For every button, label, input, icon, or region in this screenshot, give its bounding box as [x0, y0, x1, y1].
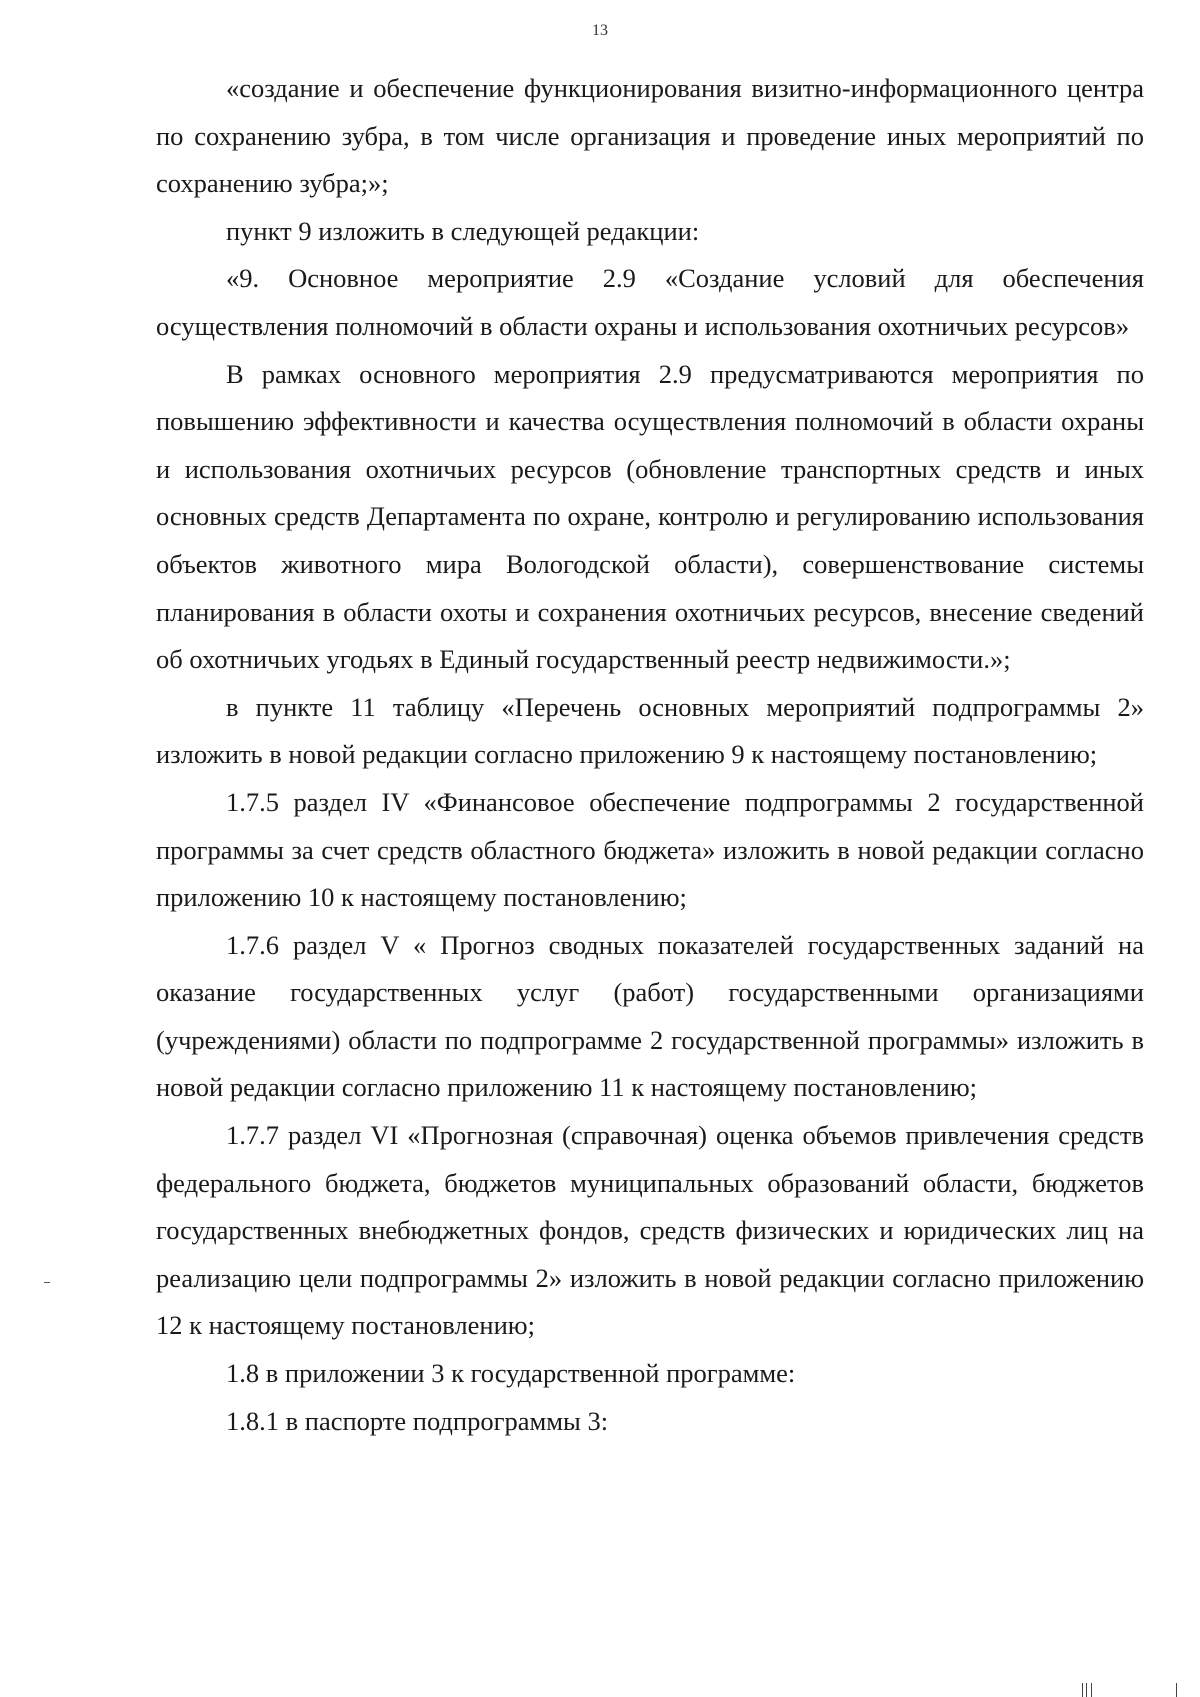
scan-artifact-mark [44, 1282, 50, 1283]
paragraph-item-11-table: в пункте 11 таблицу «Перечень основных мероприятий подпрограммы 2» изложить в новой редакции согласно приложению 9 к настоящему постановлению; [156, 691, 1144, 770]
paragraph-1-7-5: 1.7.5 раздел IV «Финансовое обеспечение подпрограммы 2 государственной программы за счет средств областного бюджета» изложить в новой редакции согласно приложению 10 к настоящему постановлению; [156, 786, 1144, 913]
scan-artifact-line [1091, 1683, 1092, 1697]
scan-artifact-line [1082, 1683, 1083, 1697]
paragraph-1-8-1: 1.8.1 в паспорте подпрограммы 3: [226, 1405, 609, 1436]
scan-artifact-line [1176, 1683, 1177, 1697]
paragraph-1-7-6: 1.7.6 раздел V « Прогноз сводных показателей государственных заданий на оказание государственных услуг (работ) государственными организациями (учреждениями) области по подпрограмме 2 государственной программы» изложить в новой редакции согласно приложению 11 к настоящему постановлению; [156, 929, 1144, 1103]
paragraph-1-7-7: 1.7.7 раздел VI «Прогнозная (справочная) оценка объемов привлечения средств федерального бюджета, бюджетов муниципальных образований области, бюджетов государственных внебюджетных фондов, средств физических и юридических лиц на реализацию цели подпрограммы 2» изложить в новой редакции согласно приложению 12 к настоящему постановлению; [156, 1120, 1144, 1341]
paragraph-bison-center: «создание и обеспечение функционирования визитно-информационного центра по сохранению зубра, в том числе организация и проведение иных мероприятий по сохранению зубра;»; [156, 73, 1144, 199]
scan-artifact-line [1086, 1683, 1087, 1697]
page-number: 13 [592, 22, 608, 39]
paragraph-measure-2-9-title: «9. Основное мероприятие 2.9 «Создание условий для обеспечения осуществления полномочий в области охраны и использования охотничьих ресурсов» [156, 263, 1144, 341]
paragraph-measure-2-9-description: В рамках основного мероприятия 2.9 предусматриваются мероприятия по повышению эффективности и качества осуществления полномочий в области охраны и использования охотничьих ресурсов (обновление транспортных средств и иных основных средств Департамента по охране, контролю и регулированию использования объектов животного мира Вологодской области), совершенствование системы планирования в области охоты и сохранения охотничьих ресурсов, внесение сведений об охотничьих угодьях в Единый государственный реестр недвижимости.»; [156, 358, 1144, 675]
document-body [156, 65, 1144, 1445]
paragraph-item-9-instruction: пункт 9 изложить в следующей редакции: [226, 215, 700, 246]
paragraph-1-8: 1.8 в приложении 3 к государственной программе: [226, 1358, 796, 1389]
